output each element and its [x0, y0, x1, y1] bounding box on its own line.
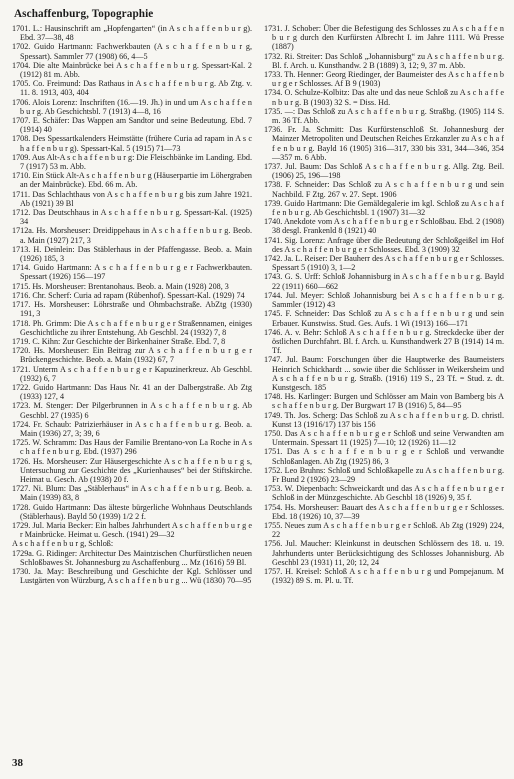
- bibliography-entry: 1712a. Hs. Morsheuser: Dreidippehaus in A s c h a f f e n b u r g. Beob. a. Main (1927) 217, 3: [12, 226, 252, 245]
- bibliography-entry: 1711. Das Schlachthaus von A s c h a f f e n b u r g bis zum Jahre 1921. Ab (1921) 39 Bl: [12, 189, 252, 208]
- left-column: [12, 24, 252, 585]
- bibliography-entry: 1737. Jul. Baum: Das Schloß A s c h a f f e n b u r g. Allg. Ztg. Beil. (1906) 25, 196—198: [264, 162, 504, 181]
- bibliography-entry: 1748. Hs. Karlinger: Burgen und Schlösser am Main von Bamberg bis A s c h a f f e n b u r g. Der Burgwart 17 B (1916) 5, 84—95: [264, 392, 504, 411]
- page-number: 38: [12, 757, 23, 769]
- bibliography-entry: 1709. Aus Alt-A s c h a f f e n b u r g: Die Fleischbänke im Landing. Ebd. 7 (1917) 53 m. Abb.: [12, 152, 252, 172]
- bibliography-entry: 1749. Th. Jos. Scherg: Das Schloß zu A s c h a f f e n b u r g. D. christl. Kunst 13 (1916/17) 137 bis 156: [264, 410, 504, 429]
- bibliography-entry: 1725. W. Schramm: Das Haus der Familie Brentano-von La Roche in A s c h a f f e n b u r g. Ebd. (1937) 296: [12, 438, 252, 457]
- bibliography-entry: 1752. Leo Bruhns: Schloß und Schloßkapelle zu A s c h a f f e n b u r g. Fr Bund 2 (1926) 23—29: [264, 465, 504, 484]
- bibliography-entry: 1724. Fr. Schaub: Patrizierhäuser in A s c h a f f e n b u r g. Beob. a. Main (1936) 27, 3; 39, 6: [12, 419, 252, 438]
- bibliography-entry: 1734. O. Schulze-Kolbitz: Das alte und das neue Schloß zu A s c h a f f e n b u r g. B (1903) 32 S. = Diss. Hd.: [264, 88, 504, 107]
- bibliography-entry: 1741. Sig. Lorenz: Anfrage über die Bedeutung der Schloßgeißel im Hof des A s c h a f f e n b u r g e r Schlosses. Ebd. 3 (1909) 32: [264, 235, 504, 254]
- bibliography-entry: 1753. W. Diepenbach: Schweickardt und das A s c h a f f e n b u r g e r Schloß in der Münzgeschichte. Ab Geschbl 18 (1926) 9, 35 f.: [264, 484, 504, 503]
- bibliography-entry: 1723. M. Stenger: Der Pilgerbrunnen in A s c h a f f e n b u r g. Ab Geschbl. 27 (1935) 6: [12, 401, 252, 420]
- bibliography-entry: 1712. Das Deutschhaus in A s c h a f f e n b u r g. Spessart-Kal. (1925) 34: [12, 208, 252, 227]
- bibliography-entry: 1714. Guido Hartmann: A s c h a f f e n b u r g e r Fachwerkbauten. Spessart (1926) 156—197: [12, 263, 252, 282]
- bibliography-entry: A s c h a f f e n b u r g, Schloß:: [12, 539, 114, 549]
- bibliography-entry: 1740. Anekdote vom A s c h a f f e n b u r g e r Schloßbau. Ebd. 2 (1908) 38 desgl. Frankenld 8 (1921) 40: [264, 217, 504, 236]
- bibliography-entry: 1729. Jul. Maria Becker: Ein halbes Jahrhundert A s c h a f f e n b u r g e r Mainbrücke. Heimat u. Gesch. (1941) 29—32: [12, 520, 252, 540]
- bibliography-entry: 1757. H. Kreisel: Schloß A s c h a f f e n b u r g und Pompejanum. M (1932) 89 S. m. Pl. u. Tf.: [264, 566, 504, 586]
- bibliography-entry: 1726. Hs. Morsheuser: Zur Häusergeschichte A s c h a f f e n b u r g s, Untersuchung zur Geschichte des „Kurienhauses“ bei der Stiftskirche. Heimat u. Gesch. Ab (1938) 20 f.: [12, 456, 252, 484]
- bibliography-entry: 1733. Th. Henner: Georg Riedinger, der Baumeister des A s c h a f f e n b u r g e r Schlosses. Af B 9 (1903): [264, 70, 504, 89]
- bibliography-entry: 1747. Jul. Baum: Forschungen über die Hauptwerke des Baumeisters Heinrich Schickhardt ... sowie über die Schlösser in Weikersheim und A s c h a f f e n b u r g. Straßb. (1916) 119 S., 23 Tf. = Stud. z. dt. Kunstgesch. 185: [264, 355, 504, 392]
- bibliography-entry: 1730. Ja. May: Beschreibung und Geschichte der Kgl. Schlösser und Lustgärten von Würzburg, A s c h a f f e n b u r g ... Wü (1830) 70—95: [12, 566, 252, 586]
- bibliography-entry: 1727. Ni. Blum: Das „Stäblerhaus“ in A s c h a f f e n b u r g. Beob. a. Main (1939) 83, 8: [12, 484, 252, 503]
- bibliography-entry: 1729a. G. Ridinger: Architectur Des Maintzischen Churfürstlichen neuen Schloßbawes St. Johannesburg zu Aschaffenburg ... Mz (1616) 59 Bl.: [12, 548, 252, 567]
- bibliography-entry: 1739. Guido Hartmann: Die Gemäldegalerie im kgl. Schloß zu A s c h a f f e n b u r g. Ab Geschichtsbl. 1 (1907) 31—32: [264, 198, 504, 218]
- bibliography-entry: 1706. Alois Lorenz: Inschriften (16.—19. Jh.) in und um A s c h a f f e n b u r g. Ab Geschichtsbl. 7 (1913) 4—8, 16: [12, 97, 252, 116]
- bibliography-entry: 1754. Hs. Morsheuser: Bauart des A s c h a f f e n b u r g e r Schlosses. Ebd. 18 (1926) 10, 37—39: [264, 502, 504, 521]
- bibliography-entry: 1755. Neues zum A s c h a f f e n b u r g e r Schloß. Ab Ztg (1929) 224, 22: [264, 520, 504, 540]
- bibliography-entry: 1746. A. v. Behr: Schloß A s c h a f f e n b u r g. Streckdecke über der östlichen Durchfahrt. Bl. f. Arch. u. Kunsthandwerk 27 B (1914) 14 m. Tf.: [264, 327, 504, 356]
- bibliography-entry: 1716. Chr. Scherf: Curia ad rapam (Rübenhof). Spessart-Kal. (1929) 74: [12, 290, 245, 300]
- bibliography-entry: 1731. J. Schober: Über die Befestigung des Schlosses zu A s c h a f f e n b u r g durch den Kurfürsten Albrecht I. im Jahre 1111. Wü Presse (1887): [264, 24, 504, 52]
- right-column: [264, 24, 504, 585]
- bibliography-entry: 1750. Das A s c h a f f e n b u r g e r Schloß und seine Verwandten am Untermain. Spessart 11 (1925) 7—10; 12 (1926) 11—12: [264, 428, 504, 448]
- bibliography-entry: 1710. Ein Stück Alt-A s c h a f f e n b u r g (Häuserpartie im Löhergraben an der Mainbrücke). Ebd. 66 m. Ab.: [12, 171, 252, 190]
- bibliography-entry: 1756. Jul. Maucher: Kleinkunst in deutschen Schlössern des 18. u. 19. Jahrhunderts unter Berücksichtigung des Schlosses Johannisburg. Ab Geschbl 23 (1931) 11, 20; 12, 24: [264, 539, 504, 567]
- bibliography-entry: 1717. Hs. Morsheuser: Löhrstraße und Ohmbachstraße. AbZtg (1930) 191, 3: [12, 300, 252, 319]
- bibliography-entry: 1735. —: Das Schloß zu A s c h a f f e n b u r g. Straßbg. (1905) 114 S. m. 36 Tf. Abb.: [264, 106, 504, 126]
- bibliography-entry: 1715. Hs. Morsheuser: Brentanohaus. Beob. a. Main (1928) 208, 3: [12, 281, 229, 291]
- bibliography-entry: 1713. H. Deinlein: Das Stäblerhaus in der Pfaffengasse. Beob. a. Main (1926) 185, 3: [12, 244, 252, 264]
- bibliography-entry: 1718. Ph. Grimm: Die A s c h a f f e n b u r g e r Straßennamen, einiges Geschichtliche zu ihrer Entstehung. Ab Geschbl. 24 (1932) 7, 8: [12, 318, 252, 337]
- running-header: Aschaffenburg, Topographie: [14, 8, 154, 20]
- bibliography-entry: 1732. Ri. Streiter: Das Schloß „Johannisburg“ zu A s c h a f f e n b u r g. Bl. f. Arch. u. Kunsthandw. 2 B (1889) 3, 12; 9, 37 m. Abb.: [264, 51, 504, 70]
- bibliography-entry: 1738. F. Schneider: Das Schloß zu A s c h a f f e n b u r g und sein Nachbild. F Ztg. 267 v. 27. Sept. 1906: [264, 180, 504, 199]
- bibliography-entry: 1701. L.: Hausinschrift am „Hopfengarten“ (in A s c h a f f e n b u r g). Ebd. 37—38, 48: [12, 24, 252, 43]
- bibliography-entry: 1705. Co. Freimund: Das Rathaus in A s c h a f f e n b u r g. Ab Ztg. v. 11. 8. 1913, 403, 404: [12, 79, 252, 98]
- bibliography-entry: 1702. Guido Hartmann: Fachwerkbauten (A s c h a f f e n b u r g, Spessart). Sammler 77 (1908) 66, 4—5: [12, 42, 252, 61]
- bibliography-entry: 1721. Unterm A s c h a f f e n b u r g e r Kapuzinerkreuz. Ab Geschbl. (1932) 6, 7: [12, 364, 252, 383]
- bibliography-entry: 1720. Hs. Morsheuser: Ein Beitrag zur A s c h a f f e n b u r g e r Brückengeschichte. Beob. a. Main (1932) 67, 7: [12, 346, 252, 365]
- bibliography-entry: 1707. E. Schäfer: Das Wappen am Sandtor und seine Bedeutung. Ebd. 7 (1914) 40: [12, 116, 252, 135]
- bibliography-entry: 1744. Jul. Meyer: Schloß Johannisburg bei A s c h a f f e n b u r g. Sammler (1912) 43: [264, 290, 504, 310]
- bibliography-entry: 1736. Fr. Ja. Schmitt: Das Kurfürstenschloß St. Johannesburg der Mainzer Metropoliten und Deutschen Reiches Erzkanzler zu A s c h a f f e n b u r g. Bayld 16 (1905) 316—317, 330 bis 331, 344—346, 354—357 m. 6 Abb.: [264, 125, 504, 162]
- bibliography-entry: 1708. Des Spessartkalenders Heimstätte (frühere Curia ad rapam in A s c h a f f e n b u r g). Spessart-Kal. 5 (1915) 71—73: [12, 134, 252, 153]
- bibliography-entry: 1745. F. Schneider: Das Schloß zu A s c h a f f e n b u r g und sein Erbauer. Kunstwiss. Stud. Ges. Aufs. 1 Wi (1913) 166—171: [264, 309, 504, 328]
- bibliography-entry: 1719. C. Kihn: Zur Geschichte der Birkenhainer Straße. Ebd. 7, 8: [12, 336, 226, 346]
- bibliography-entry: 1722. Guido Hartmann: Das Haus Nr. 41 an der Dalbergstraße. Ab Ztg (1933) 127, 4: [12, 382, 252, 402]
- bibliography-entry: 1751. Das A s c h a f f e n b u r g e r Schloß und verwandte Schloßanlagen. Ab Ztg (1925) 86, 3: [264, 447, 504, 466]
- bibliography-entry: 1728. Guido Hartmann: Das älteste bürgerliche Wohnhaus Deutschlands (Stäblerhaus). Bayld 50 (1939) 1/2 2 f.: [12, 502, 252, 521]
- bibliography-entry: 1743. G. S. Urff: Schloß Johannisburg in A s c h a f f e n b u r g. Bayld 22 (1911) 660—662: [264, 272, 504, 291]
- bibliography-entry: 1742. Ja. L. Reiser: Der Bauherr des A s c h a f f e n b u r g e r Schlosses. Spessart 5 (1910) 3, 1—2: [264, 254, 504, 273]
- bibliography-entry: 1704. Die alte Mainbrücke bei A s c h a f f e n b u r g. Spessart-Kal. 2 (1912) 81 m. Abb.: [12, 60, 252, 80]
